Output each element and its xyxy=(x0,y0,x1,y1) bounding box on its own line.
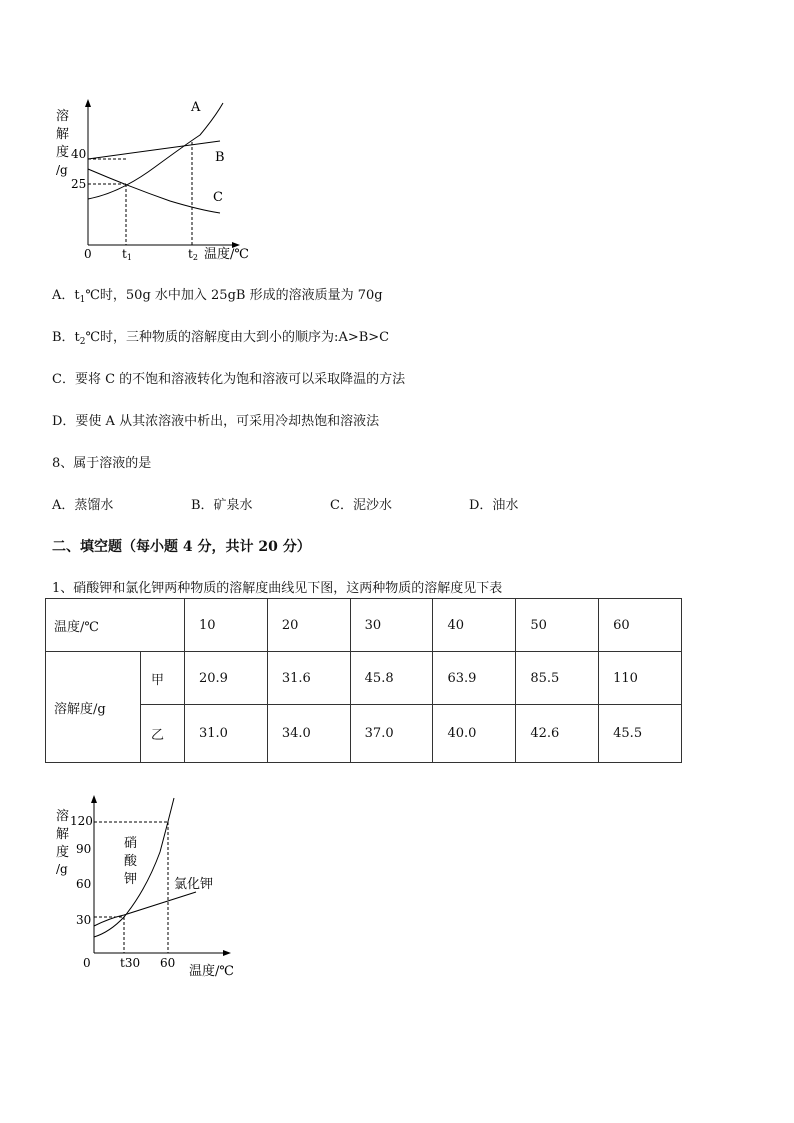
table-value-cell: 40.0 xyxy=(433,705,516,763)
y-label-char: 解 xyxy=(56,127,70,142)
q7-option-c-text: C．要将 C 的不饱和溶液转化为饱和溶液可以采取降温的方法 xyxy=(52,372,406,387)
table-value-cell: 31.0 xyxy=(185,705,268,763)
q7-option-a-sub: 1 xyxy=(79,295,86,305)
q7-option-b xyxy=(52,326,389,347)
curve-b-label: B xyxy=(215,150,225,165)
y-label-char: 解 xyxy=(56,827,70,842)
q8-option-c: C．泥沙水 xyxy=(330,498,392,513)
table-temp-cell: 20 xyxy=(267,599,350,652)
x-tick-label xyxy=(122,247,132,262)
table-value-cell: 110 xyxy=(599,652,682,705)
q7-option-d-text: D．要使 A 从其浓溶液中析出，可采用冷却热饱和溶液法 xyxy=(52,414,380,429)
q7-option-b-sub: 2 xyxy=(79,337,86,347)
x-tick-t2-sub: 2 xyxy=(192,253,198,262)
table-value-cell: 63.9 xyxy=(433,652,516,705)
curve-kcl xyxy=(94,892,196,926)
table-value-cell: 37.0 xyxy=(350,705,433,763)
x-tick-label: 0 xyxy=(84,247,92,261)
table-header-label: 温度/℃ xyxy=(46,599,185,652)
q7-option-d xyxy=(52,410,379,429)
table-temp-cell: 50 xyxy=(516,599,599,652)
y-tick-label: 30 xyxy=(76,913,92,927)
y-label-char: 溶 xyxy=(56,109,70,124)
table-value-cell: 85.5 xyxy=(516,652,599,705)
x-tick-label: 0 xyxy=(83,956,91,970)
x-tick-t1: t xyxy=(122,247,127,261)
table-row xyxy=(46,652,682,705)
curve-c-label: C xyxy=(213,190,223,205)
table-value-cell: 45.5 xyxy=(599,705,682,763)
y-label-char: /g xyxy=(56,862,68,876)
x-tick-t2: t xyxy=(188,247,193,261)
curve-b xyxy=(88,141,220,159)
section-title: 二、填空题（每小题 4 分，共计 20 分） xyxy=(52,539,311,555)
x-axis-arrow xyxy=(223,950,231,956)
y-tick-label: 25 xyxy=(71,177,87,191)
solubility-chart-kno3-kcl xyxy=(50,790,250,985)
table-row xyxy=(46,705,682,763)
table-header-row xyxy=(46,599,682,652)
q7-option-a-text: ℃时，50g 水中加入 25gB 形成的溶液质量为 70g xyxy=(85,288,383,303)
table-value-cell: 45.8 xyxy=(350,652,433,705)
q8-option-b: B．矿泉水 xyxy=(191,498,253,513)
table-temp-cell: 40 xyxy=(433,599,516,652)
y-label-char: 度 xyxy=(56,845,70,860)
y-label-char: /g xyxy=(56,163,68,177)
q8-stem: 8、属于溶液的是 xyxy=(52,456,152,471)
table-temp-cell: 30 xyxy=(350,599,433,652)
table-value-cell: 34.0 xyxy=(267,705,350,763)
table-row-name: 甲 xyxy=(141,652,185,705)
q7-option-b-prefix: B．t xyxy=(52,330,80,345)
curve-kno3-label: 钾 xyxy=(124,872,138,887)
y-tick-label: 60 xyxy=(76,877,92,891)
y-axis-arrow xyxy=(85,99,91,107)
q7-option-c xyxy=(52,368,405,387)
fill1-stem: 1、硝酸钾和氯化钾两种物质的溶解度曲线见下图，这两种物质的溶解度见下表 xyxy=(52,581,503,596)
y-axis-arrow xyxy=(91,795,97,803)
x-axis-label: 温度/℃ xyxy=(189,964,234,979)
table-row-name: 乙 xyxy=(141,705,185,763)
curve-kno3-label: 酸 xyxy=(124,854,138,869)
x-tick-label: 60 xyxy=(160,956,176,970)
table-temp-cell: 60 xyxy=(599,599,682,652)
x-axis-label: 温度/℃ xyxy=(204,247,249,262)
q8-option-a: A．蒸馏水 xyxy=(52,498,114,513)
curve-c xyxy=(88,169,220,213)
q7-option-b-text: ℃时，三种物质的溶解度由大到小的顺序为:A>B>C xyxy=(85,330,390,345)
table-temp-cell: 10 xyxy=(185,599,268,652)
curve-kno3-label: 硝 xyxy=(124,836,138,851)
table-value-cell: 20.9 xyxy=(185,652,268,705)
solubility-table xyxy=(45,598,682,763)
x-tick-label: t30 xyxy=(120,956,141,970)
y-label-char: 溶 xyxy=(56,809,70,824)
table-value-cell: 42.6 xyxy=(516,705,599,763)
y-label-char: 度 xyxy=(56,145,70,160)
q7-option-a-prefix: A．t xyxy=(52,288,80,303)
y-tick-label: 40 xyxy=(71,147,87,161)
table-value-cell: 31.6 xyxy=(267,652,350,705)
curve-kcl-label: 氯化钾 xyxy=(174,877,214,892)
y-tick-label: 90 xyxy=(76,842,92,856)
q7-option-a xyxy=(52,284,383,305)
q8-option-d: D．油水 xyxy=(469,498,519,513)
solubility-chart-abc xyxy=(50,95,250,265)
table-row-label: 溶解度/g xyxy=(46,652,141,763)
curve-a-label: A xyxy=(191,100,201,115)
x-tick-label xyxy=(188,247,198,262)
y-tick-label: 120 xyxy=(70,814,93,828)
curve-a xyxy=(88,103,223,199)
x-tick-t1-sub: 1 xyxy=(126,253,132,262)
